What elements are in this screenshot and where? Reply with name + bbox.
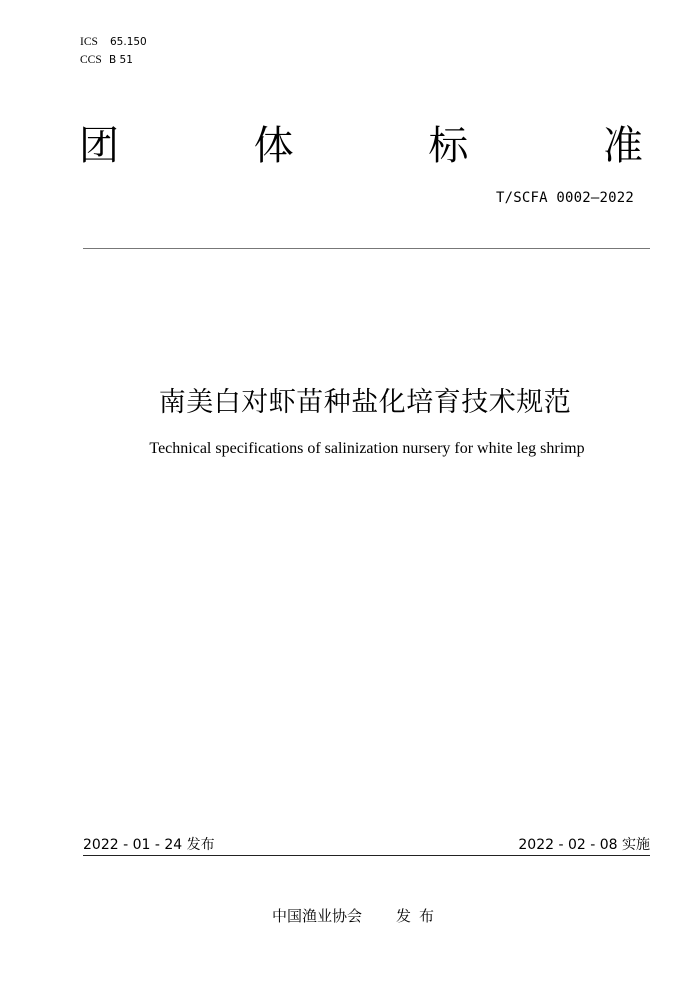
ccs-row <box>80 51 147 69</box>
date-row <box>83 834 650 854</box>
classification-codes <box>80 33 147 69</box>
document-title-english: Technical specifications of salinization nursery for white leg shrimp <box>149 440 585 457</box>
publisher-name: 中国渔业协会 <box>272 907 363 925</box>
ccs-label: CCS <box>80 54 102 66</box>
title-char-2: 体 <box>253 123 294 169</box>
bottom-divider <box>83 855 650 856</box>
publisher-action: 发布 <box>396 907 443 925</box>
title-char-4: 准 <box>602 123 643 169</box>
ccs-value: B 51 <box>109 54 133 66</box>
title-char-1: 团 <box>79 123 119 169</box>
issue-date: 2022 - 01 - 24 发布 <box>83 837 215 853</box>
ics-label: ICS <box>80 36 98 48</box>
standard-type-title <box>79 118 643 174</box>
ics-value: 65.150 <box>110 36 147 48</box>
top-divider <box>83 248 650 249</box>
implementation-date: 2022 - 02 - 08 实施 <box>518 837 650 853</box>
title-char-3: 标 <box>428 123 469 169</box>
publisher-line <box>272 905 442 926</box>
ics-row <box>80 33 147 51</box>
document-title-chinese: 南美白对虾苗种盐化培育技术规范 <box>158 387 572 418</box>
standard-number: T/SCFA 0002—2022 <box>495 190 634 206</box>
